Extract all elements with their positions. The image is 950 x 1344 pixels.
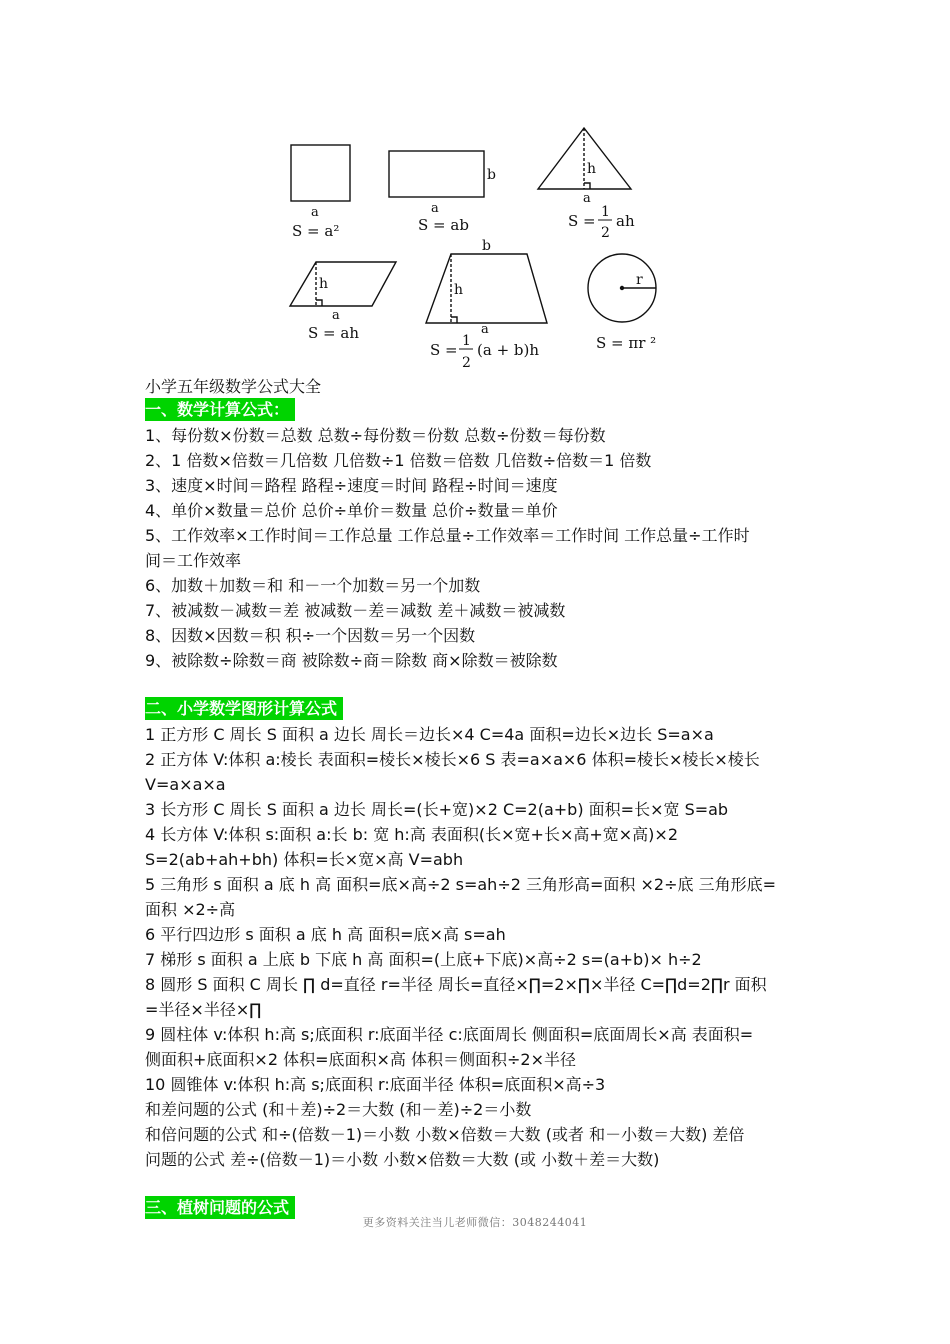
formula-line: 3、速度×时间＝路程 路程÷速度＝时间 路程÷时间＝速度 <box>145 476 558 495</box>
triangle-formula-lhs: S = <box>568 212 596 230</box>
formula-line: 8、因数×因数＝积 积÷一个因数＝另一个因数 <box>145 626 476 645</box>
formula-line: 5、工作效率×工作时间＝工作总量 工作总量÷工作效率＝工作时间 工作总量÷工作时 <box>145 526 750 545</box>
formula-line: 9 圆柱体 v:体积 h:高 s;底面积 r:底面半径 c:底面周长 侧面积=底面周长×高 表面积= <box>145 1025 754 1044</box>
formula-line: 间＝工作效率 <box>145 551 242 570</box>
formula-line: =半径×半径×∏ <box>145 1000 262 1019</box>
formula-line: 5 三角形 s 面积 a 底 h 高 面积=底×高÷2 s=ah÷2 三角形高=面积 ×2÷底 三角形底= <box>145 875 776 894</box>
rectangle-side-b-label: b <box>487 167 496 183</box>
triangle-base-label: a <box>583 191 591 206</box>
section-heading: 二、小学数学图形计算公式 <box>145 697 343 720</box>
formula-line: 2 正方体 V:体积 a:棱长 表面积=棱长×棱长×6 S 表=a×a×6 体积=棱长×棱长×棱长 <box>145 750 760 769</box>
trapezoid-formula-lhs: S = <box>430 341 458 359</box>
formula-line: 7、被减数－减数＝差 被减数－差＝减数 差＋减数＝被减数 <box>145 601 566 620</box>
formula-line: 面积 ×2÷高 <box>145 900 236 919</box>
parallelogram-shape <box>290 262 396 306</box>
formula-line: 6、加数＋加数＝和 和－一个加数＝另一个加数 <box>145 576 481 595</box>
trapezoid-formula-rhs: (a + b)h <box>477 341 540 359</box>
triangle-fraction-num: 1 <box>601 204 610 220</box>
formula-line: 4 长方体 V:体积 s:面积 a:长 b: 宽 h:高 表面积(长×宽+长×高+宽×高)×2 <box>145 825 679 844</box>
parallelogram-formula: S = ah <box>308 324 359 342</box>
formula-line: V=a×a×a <box>145 775 226 794</box>
triangle-formula-rhs: ah <box>616 212 635 230</box>
rectangle-side-a-label: a <box>431 201 439 216</box>
formula-line: 9、被除数÷除数＝商 被除数÷商＝除数 商×除数＝被除数 <box>145 651 558 670</box>
formula-line: 7 梯形 s 面积 a 上底 b 下底 h 高 面积=(上底+下底)×高÷2 s=(a+b)× h÷2 <box>145 950 702 969</box>
trapezoid-shape <box>426 254 547 323</box>
section-heading: 一、数学计算公式： <box>145 398 295 421</box>
square-formula: S = a² <box>292 222 340 240</box>
formula-line: 1 正方形 C 周长 S 面积 a 边长 周长＝边长×4 C=4a 面积=边长×边长 S=a×a <box>145 725 714 744</box>
formula-line: 6 平行四边形 s 面积 a 底 h 高 面积=底×高 s=ah <box>145 925 506 944</box>
trapezoid-fraction-num: 1 <box>462 333 471 349</box>
trapezoid-top-label: b <box>482 238 491 254</box>
triangle-fraction-den: 2 <box>601 225 610 241</box>
geometry-figure <box>270 118 690 376</box>
parallelogram-height-label: h <box>319 276 329 292</box>
rectangle-formula: S = ab <box>418 216 469 234</box>
formula-line: 和倍问题的公式 和÷(倍数－1)＝小数 小数×倍数＝大数 (或者 和－小数＝大数) 差倍 <box>145 1125 745 1144</box>
section-calculation <box>145 398 815 673</box>
formula-line: 3 长方形 C 周长 S 面积 a 边长 周长=(长+宽)×2 C=2(a+b) 面积=长×宽 S=ab <box>145 800 729 819</box>
formula-line: 10 圆锥体 v:体积 h:高 s;底面积 r:底面半径 体积=底面积×高÷3 <box>145 1075 606 1094</box>
area-formulas-diagram <box>270 118 690 376</box>
parallelogram-base-label: a <box>332 308 340 323</box>
formula-line: S=2(ab+ah+bh) 体积=长×宽×高 V=abh <box>145 850 464 869</box>
formula-line: 4、单价×数量＝总价 总价÷单价＝数量 总价÷数量＝单价 <box>145 501 558 520</box>
footer-watermark: 更多资料关注当儿老师微信：3048244041 <box>362 1216 588 1229</box>
circle-formula: S = πr ² <box>596 334 657 352</box>
formula-line: 侧面积+底面积×2 体积=底面积×高 体积＝侧面积÷2×半径 <box>145 1050 576 1069</box>
formula-line: 2、1 倍数×倍数＝几倍数 几倍数÷1 倍数＝倍数 几倍数÷倍数＝1 倍数 <box>145 451 652 470</box>
document-title: 小学五年级数学公式大全 <box>145 377 322 396</box>
formula-line: 问题的公式 差÷(倍数－1)＝小数 小数×倍数＝大数 (或 小数＋差＝大数) <box>145 1150 660 1169</box>
section-geometry <box>145 697 815 1172</box>
document-body <box>145 376 815 1221</box>
square-side-label: a <box>311 205 319 220</box>
rectangle-shape <box>389 151 484 197</box>
section-heading: 三、植树问题的公式 <box>145 1196 295 1219</box>
triangle-height-label: h <box>587 161 597 177</box>
square-shape <box>291 145 350 201</box>
formula-line: 和差问题的公式 (和＋差)÷2＝大数 (和－差)÷2＝小数 <box>145 1100 532 1119</box>
trapezoid-base-label: a <box>481 322 489 337</box>
formula-line: 1、每份数×份数＝总数 总数÷每份数＝份数 总数÷份数＝每份数 <box>145 426 606 445</box>
trapezoid-height-label: h <box>454 282 464 298</box>
circle-radius-label: r <box>636 272 643 288</box>
trapezoid-fraction-den: 2 <box>462 355 471 371</box>
formula-line: 8 圆形 S 面积 C 周长 ∏ d=直径 r=半径 周长=直径×∏=2×∏×半径 C=∏d=2∏r 面积 <box>145 975 767 994</box>
